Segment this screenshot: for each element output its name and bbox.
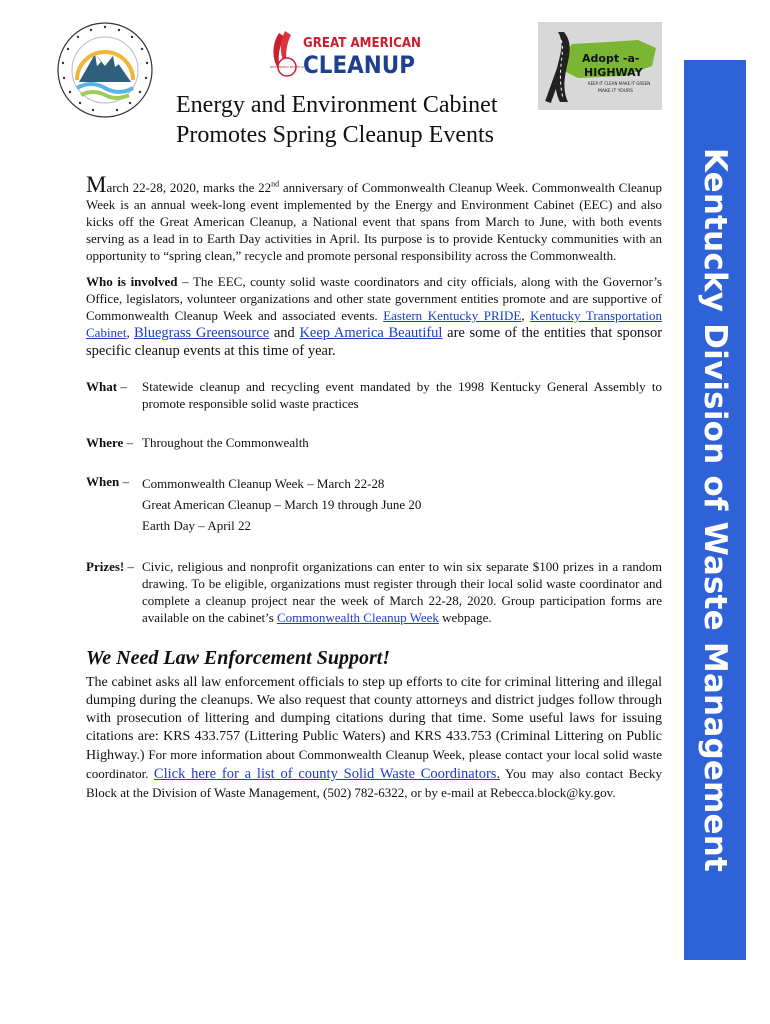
gac-line2: CLEANUP — [303, 51, 415, 79]
sidebar-title: Kentucky Division of Waste Management — [697, 147, 733, 873]
link-eastern-kentucky-pride[interactable]: Eastern Kentucky PRIDE — [383, 308, 522, 323]
when-list — [142, 473, 662, 536]
where-text: Throughout the Commonwealth — [142, 435, 309, 450]
when-label: When — [86, 474, 120, 489]
dropcap: M — [86, 172, 107, 197]
division-sidebar-banner — [684, 60, 746, 960]
link-kentucky-transportation-cabinet[interactable]: Kentucky Transportation Cabinet — [86, 308, 662, 340]
who-sep1: , — [521, 308, 531, 323]
adopt-tag2: MAKE IT YOURS — [598, 89, 634, 94]
gac-line1: GREAT AMERICAN — [303, 36, 421, 51]
great-american-cleanup-logo — [265, 25, 425, 85]
link-county-solid-waste-coordinators[interactable]: Click here for a list of county Solid Waste Coordinators. — [153, 766, 501, 782]
prizes-desc — [142, 558, 662, 626]
who-and: and — [269, 325, 300, 341]
who-label: Who is involved — [86, 274, 178, 289]
prizes-label: Prizes! — [86, 559, 125, 574]
prizes-text: Civic, religious and nonprofit organizations can enter to win six separate $100 prizes in a random drawing. To be eligible, organizations must register through their local solid waste coordinator and complete a cleanup project near the week of March 22-28, 2020. Group participation forms are available on the cabinet’s — [142, 559, 662, 625]
who-paragraph — [86, 273, 662, 360]
when-item: Earth Day – April 22 — [142, 518, 252, 533]
law-text3: You may also contact Becky Block at the Division of Waste Management, (502) 782-6322, or by e-mail at Rebecca.block@ky.gov. — [86, 766, 662, 800]
intro-sup: nd — [271, 179, 280, 189]
when-row: When – Commonwealth Cleanup Week – March 22-28 Great American Cleanup – March 19 through June 20 Earth Day – April 22 — [86, 473, 662, 536]
gac-badge-text: KEEP AMERICA BEAUTIFUL — [269, 66, 305, 69]
intro-part2: anniversary of Commonwealth Cleanup Week. Commonwealth Cleanup Week is an annual week-long event implemented by the Energy and Environment Cabinet (EEC) and also kicks off the Great American Cleanup, a National event that spans from March to June, with both events serving as a lead in to Earth Day activities in April. Its purpose is to provide Kentucky communities with an opportunity to “spring clean,” recycle and promote personal responsibility across the Commonwealth. — [86, 180, 662, 263]
intro-paragraph — [86, 172, 662, 264]
link-commonwealth-cleanup-week[interactable]: Commonwealth Cleanup Week — [277, 610, 439, 625]
who-tail: are some of the entities that sponsor specific cleanup events at this time of year. — [86, 325, 663, 359]
page-title — [176, 90, 497, 150]
energy-cabinet-seal-icon — [55, 20, 155, 120]
link-keep-america-beautiful[interactable]: Keep America Beautiful — [299, 325, 443, 341]
law-paragraph — [86, 674, 662, 803]
link-bluegrass-greensource[interactable]: Bluegrass Greensource — [134, 325, 270, 341]
adopt-tag1: KEEP IT CLEAN MAKE IT GREEN — [588, 81, 651, 86]
law-text1: The cabinet asks all law enforcement officials to step up efforts to cite for criminal littering and illegal dumping during the cleanups. We also request that county attorneys and district judges follow through with prosecution of littering and dumping citations during that time. Some useful laws for issuing citations are: KRS 433.757 (Littering Public Waters) and KRS 433.753 (Criminal Littering on Public Highway.) — [86, 675, 662, 763]
adopt-line1: Adopt -a- — [582, 52, 640, 65]
who-text: – The EEC, county solid waste coordinators and city officials, along with the Governor’s Office, legislators, volunteer organizations and other state government entities promote and are supportive of Commonwealth Cleanup Week and associated events. — [86, 274, 662, 323]
what-label: What — [86, 379, 118, 394]
where-label: Where — [86, 435, 124, 450]
intro-part1: arch 22-28, 2020, marks the 22 — [106, 180, 272, 195]
adopt-line2: HIGHWAY — [584, 66, 643, 79]
what-text: Statewide cleanup and recycling event mandated by the 1998 Kentucky General Assembly to promote responsible solid waste practices — [142, 379, 662, 411]
adopt-a-highway-logo — [538, 22, 662, 110]
great-american-cleanup-icon — [265, 25, 425, 85]
energy-cabinet-logo — [55, 20, 155, 120]
prizes-row: Prizes! – Civic, religious and nonprofit organizations can enter to win six separate $100 prizes in a random drawing. To be eligible, organizations must register through their local solid waste coordinator and complete a cleanup project near the week of March 22-28, 2020. Group participation forms are available on the cabinet’s Commonwealth Cleanup Week webpage. — [86, 559, 662, 625]
title-line-2: Promotes Spring Cleanup Events — [176, 122, 494, 148]
law-text2: For more information about Commonwealth Cleanup Week, please contact your local solid waste coordinator. — [86, 747, 662, 781]
who-sep2: , — [126, 325, 134, 340]
when-item: Commonwealth Cleanup Week – March 22-28 — [142, 476, 385, 491]
prizes-tail: webpage. — [438, 610, 492, 625]
adopt-a-highway-icon — [538, 22, 662, 110]
when-item: Great American Cleanup – March 19 through June 20 — [142, 497, 422, 512]
what-row: What – Statewide cleanup and recycling event mandated by the 1998 Kentucky General Assembly to promote responsible solid waste practices — [86, 379, 662, 411]
law-enforcement-heading: We Need Law Enforcement Support! — [86, 647, 391, 669]
where-row: Where – Throughout the Commonwealth — [86, 434, 662, 451]
article-body — [86, 172, 663, 803]
title-line-1: Energy and Environment Cabinet — [176, 92, 498, 118]
